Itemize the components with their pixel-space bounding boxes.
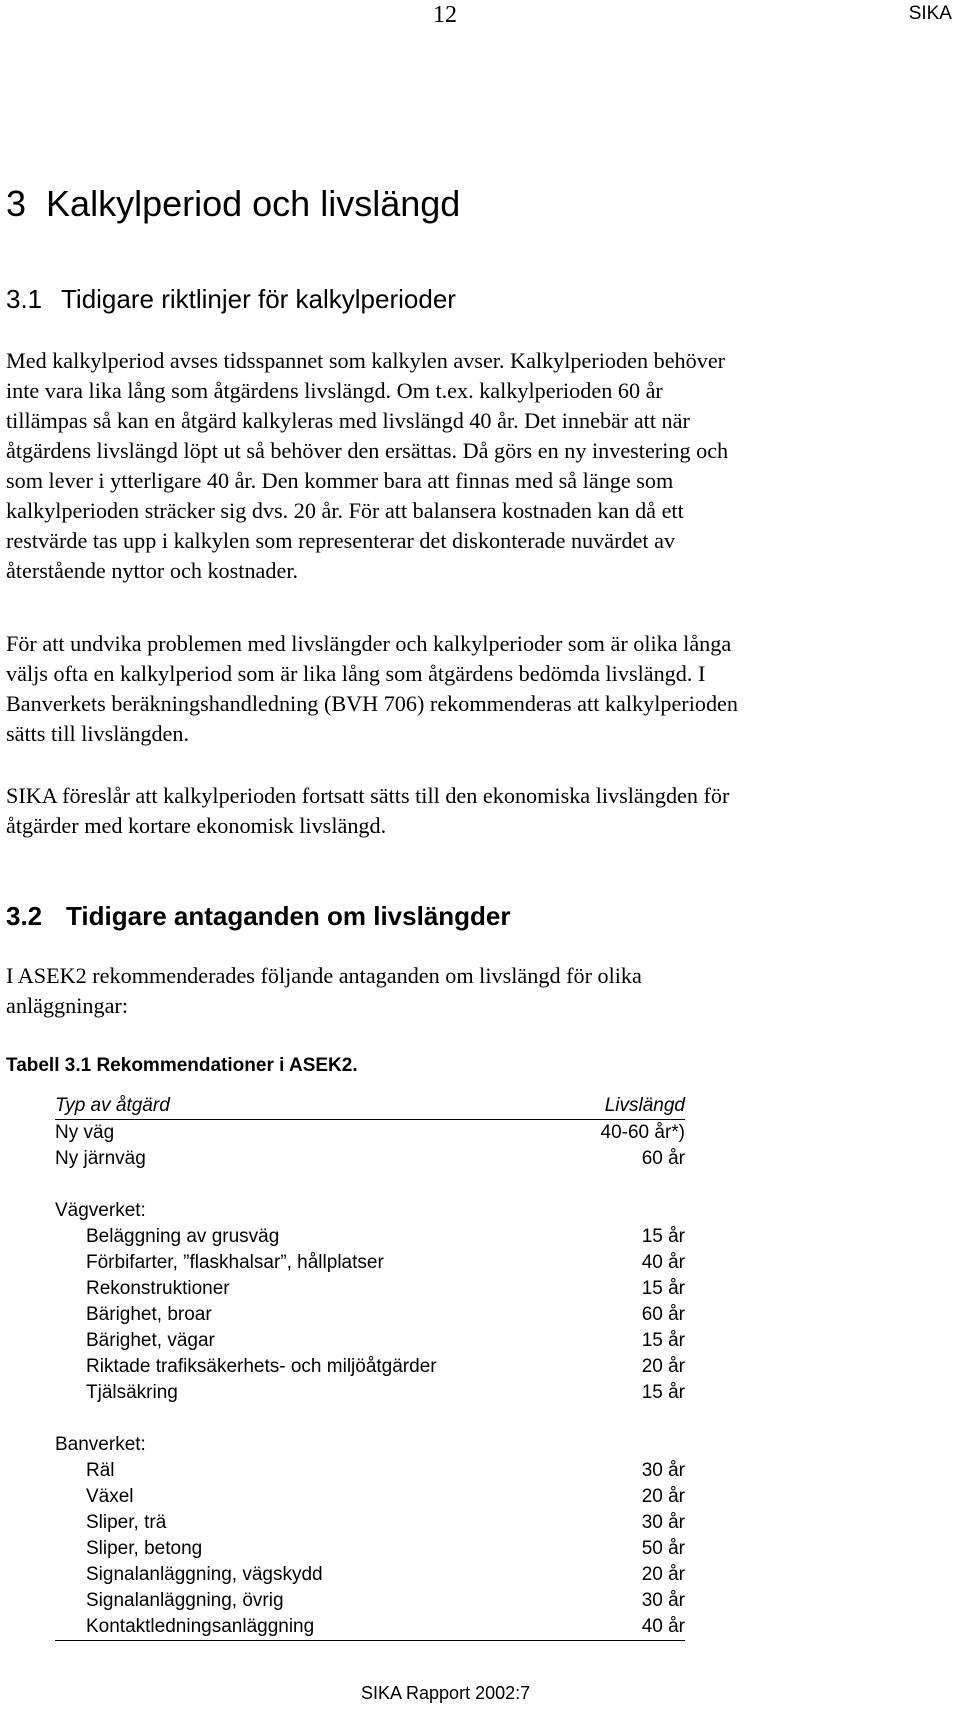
paragraph-line: Med kalkylperiod avses tidsspannet som kalkylen avser. Kalkylperioden behöver [6, 348, 726, 373]
paragraph-line: inte vara lika lång som åtgärdens livslängd. Om t.ex. kalkylperioden 60 år [6, 378, 663, 403]
column-header-lifetime: Livslängd [604, 1095, 685, 1116]
group-heading: Banverket: [55, 1434, 146, 1455]
table-row [55, 1562, 685, 1588]
group-heading-banverket [55, 1432, 685, 1458]
row-value: 40 år [641, 1616, 685, 1637]
table-row [55, 1146, 685, 1172]
table-row [55, 1458, 685, 1484]
row-value: 15 år [641, 1330, 685, 1351]
table-row [55, 1588, 685, 1614]
section-number: 3.2 [6, 901, 43, 931]
paragraph-asek2 [6, 961, 946, 1021]
table-row [55, 1276, 685, 1302]
row-label: Växel [86, 1486, 134, 1507]
header-brand: SIKA [908, 3, 952, 24]
paragraph-line: Banverkets beräkningshandledning (BVH 706) rekommenderas att kalkylperioden [6, 691, 738, 716]
row-label: Tjälsäkring [86, 1382, 178, 1403]
row-label: Sliper, trä [86, 1512, 167, 1533]
table-header-row [55, 1093, 685, 1120]
table-spacer [55, 1172, 685, 1198]
paragraph-line: restvärde tas upp i kalkylen som representerar det diskonterade nuvärdet av [6, 528, 676, 553]
paragraph-line: För att undvika problemen med livslängder och kalkylperioder som är olika långa [6, 631, 732, 656]
paragraph-line: åtgärdens livslängd löpt ut så behöver den ersättas. Då görs en ny investering och [6, 438, 729, 463]
table-row [55, 1120, 685, 1146]
row-value: 15 år [641, 1278, 685, 1299]
paragraph-line: väljs ofta en kalkylperiod som är lika lång som åtgärdens bedömda livslängd. I [6, 661, 706, 686]
table-row [55, 1224, 685, 1250]
row-value: 50 år [641, 1538, 685, 1559]
table-row [55, 1354, 685, 1380]
paragraph-line: sätts till livslängden. [6, 721, 190, 746]
table-title: Tabell 3.1 Rekommendationer i ASEK2. [6, 1055, 358, 1076]
page-number: 12 [433, 2, 457, 28]
row-value: 30 år [641, 1460, 685, 1481]
row-value: 20 år [641, 1564, 685, 1585]
row-value: 30 år [641, 1512, 685, 1533]
group-heading: Vägverket: [55, 1200, 146, 1221]
row-label: Förbifarter, ”flaskhalsar”, hållplatser [86, 1252, 384, 1273]
row-value: 20 år [641, 1356, 685, 1377]
group-heading-vagverket [55, 1198, 685, 1224]
table-bottom-rule [55, 1640, 685, 1641]
paragraph-sika-proposal [6, 781, 946, 841]
section-heading-3-2 [6, 901, 511, 932]
row-value: 15 år [641, 1382, 685, 1403]
paragraph-line: anläggningar: [6, 993, 128, 1018]
table-row [55, 1328, 685, 1354]
row-label: Ny järnväg [55, 1148, 146, 1169]
row-label: Rekonstruktioner [86, 1278, 230, 1299]
table-row [55, 1614, 685, 1640]
lifetime-table [55, 1093, 685, 1641]
row-label: Ny väg [55, 1122, 115, 1143]
row-label: Bärighet, broar [86, 1304, 212, 1325]
row-label: Sliper, betong [86, 1538, 203, 1559]
paragraph-line: tillämpas så kan en åtgärd kalkyleras med livslängd 40 år. Det innebär att när [6, 408, 690, 433]
column-header-type: Typ av åtgärd [55, 1095, 170, 1116]
table-row [55, 1510, 685, 1536]
row-label: Signalanläggning, övrig [86, 1590, 284, 1611]
paragraph-line: som lever i ytterligare 40 år. Den kommer bara att finnas med så länge som [6, 468, 674, 493]
paragraph-line: kalkylperioden sträcker sig dvs. 20 år. För att balansera kostnaden kan då ett [6, 498, 684, 523]
paragraph-line: åtgärder med kortare ekonomisk livslängd. [6, 813, 387, 838]
row-label: Signalanläggning, vägskydd [86, 1564, 323, 1585]
row-label: Bärighet, vägar [86, 1330, 215, 1351]
row-value: 20 år [641, 1486, 685, 1507]
section-title: Tidigare antaganden om livslängder [66, 901, 511, 931]
section-number: 3.1 [6, 284, 43, 314]
paragraph-livslangder [6, 629, 946, 749]
page-footer: SIKA Rapport 2002:7 [361, 1683, 531, 1703]
table-row [55, 1484, 685, 1510]
row-label: Räl [86, 1460, 115, 1481]
row-label: Beläggning av grusväg [86, 1226, 280, 1247]
row-label: Kontaktledningsanläggning [86, 1616, 315, 1637]
row-value: 40-60 år*) [600, 1122, 685, 1143]
row-value: 30 år [641, 1590, 685, 1611]
row-value: 15 år [641, 1226, 685, 1247]
paragraph-line: återstående nyttor och kostnader. [6, 558, 299, 583]
table-spacer [55, 1406, 685, 1432]
table-row [55, 1302, 685, 1328]
section-title: Tidigare riktlinjer för kalkylperioder [61, 284, 456, 314]
chapter-title: Kalkylperiod och livslängd [46, 183, 461, 224]
section-heading-3-1 [6, 284, 456, 315]
row-label: Riktade trafiksäkerhets- och miljöåtgärder [86, 1356, 437, 1377]
table-row [55, 1250, 685, 1276]
row-value: 40 år [641, 1252, 685, 1273]
paragraph-kalkylperiod [6, 346, 946, 586]
paragraph-line: SIKA föreslår att kalkylperioden fortsatt sätts till den ekonomiska livslängden för [6, 783, 730, 808]
chapter-heading [6, 183, 460, 225]
chapter-number: 3 [6, 183, 27, 224]
row-value: 60 år [641, 1148, 685, 1169]
table-row [55, 1536, 685, 1562]
paragraph-line: I ASEK2 rekommenderades följande antaganden om livslängd för olika [6, 963, 642, 988]
table-row [55, 1380, 685, 1406]
row-value: 60 år [641, 1304, 685, 1325]
